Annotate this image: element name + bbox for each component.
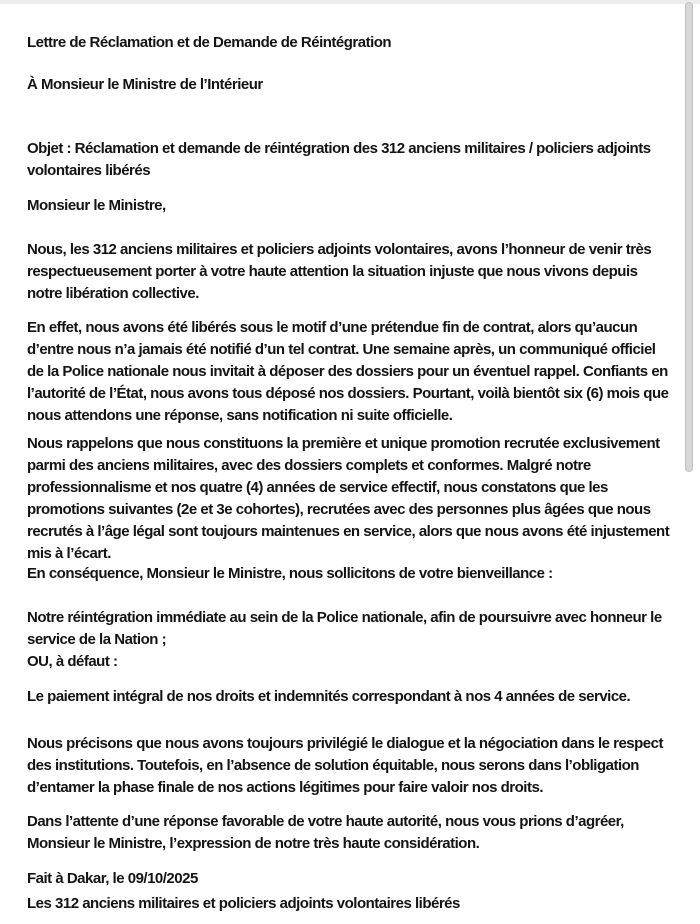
letter-salutation: Monsieur le Ministre,: [27, 197, 166, 214]
paragraph-introduction: Nous, les 312 anciens militaires et policiers adjoints volontaires, avons l’honneur de venir très respectueusement porter à votre haute attention la situation injuste que nous vivons depuis notre libération collective.: [27, 241, 652, 302]
paragraph-context: En effet, nous avons été libérés sous le motif d’une prétendue fin de contrat, alors qu’aucun d’entre nous n’a jamais été notifié d’un tel contrat. Une semaine après, un communiqué officiel de la Police nationale nous invitait à déposer des dossiers pour un éventuel rappel. Confiants en l’autorité de l’État, nous avons tous déposé nos dossiers. Pourtant, voilà bientôt six (6) mois que nous attendons une réponse, sans notification ni suite officielle.: [27, 319, 669, 424]
date-line: Fait à Dakar, le 09/10/2025: [27, 870, 198, 887]
demand-secondary: Le paiement intégral de nos droits et indemnités correspondant à nos 4 années de service.: [27, 688, 631, 705]
paragraph-closing: Dans l’attente d’une réponse favorable de votre haute autorité, nous vous prions d’agréer, Monsieur le Ministre, l’expression de notre très haute considération.: [27, 813, 624, 852]
letter-title: Lettre de Réclamation et de Demande de Réintégration: [27, 34, 392, 51]
letter-subject-line: Objet : Réclamation et demande de réintégration des 312 anciens militaires / policiers adjoints volontaires libérés: [27, 140, 651, 179]
alternative-label: OU, à défaut :: [27, 653, 118, 670]
scrollbar-thumb[interactable]: [685, 2, 693, 472]
paragraph-recall: Nous rappelons que nous constituons la première et unique promotion recrutée exclusivement parmi des anciens militaires, avec des dossiers complets et conformes. Malgré notre professionnalisme et nos quatre (4) années de service effectif, nous constatons que les promotions suivantes (2e et 3e cohortes), recrutées avec des personnes plus âgées que nous recrutés à l’âge légal sont toujours maintenues en service, alors que nous avons été injustement mis à l’écart.: [27, 435, 670, 562]
signature-line: Les 312 anciens militaires et policiers adjoints volontaires libérés: [27, 895, 460, 912]
letter-addressee: À Monsieur le Ministre de l’Intérieur: [27, 76, 263, 93]
paragraph-dialogue: Nous précisons que nous avons toujours privilégié le dialogue et la négociation dans le respect des institutions. Toutefois, en l’absence de solution équitable, nous serons dans l’obligation d’entamer la phase finale de nos actions légitimes pour faire valoir nos droits.: [27, 735, 663, 796]
demand-primary: Notre réintégration immédiate au sein de la Police nationale, afin de poursuivre avec honneur le service de la Nation ;: [27, 609, 662, 648]
paragraph-request-intro: En conséquence, Monsieur le Ministre, nous sollicitons de votre bienveillance :: [27, 565, 553, 582]
top-edge-bar: [0, 0, 700, 4]
